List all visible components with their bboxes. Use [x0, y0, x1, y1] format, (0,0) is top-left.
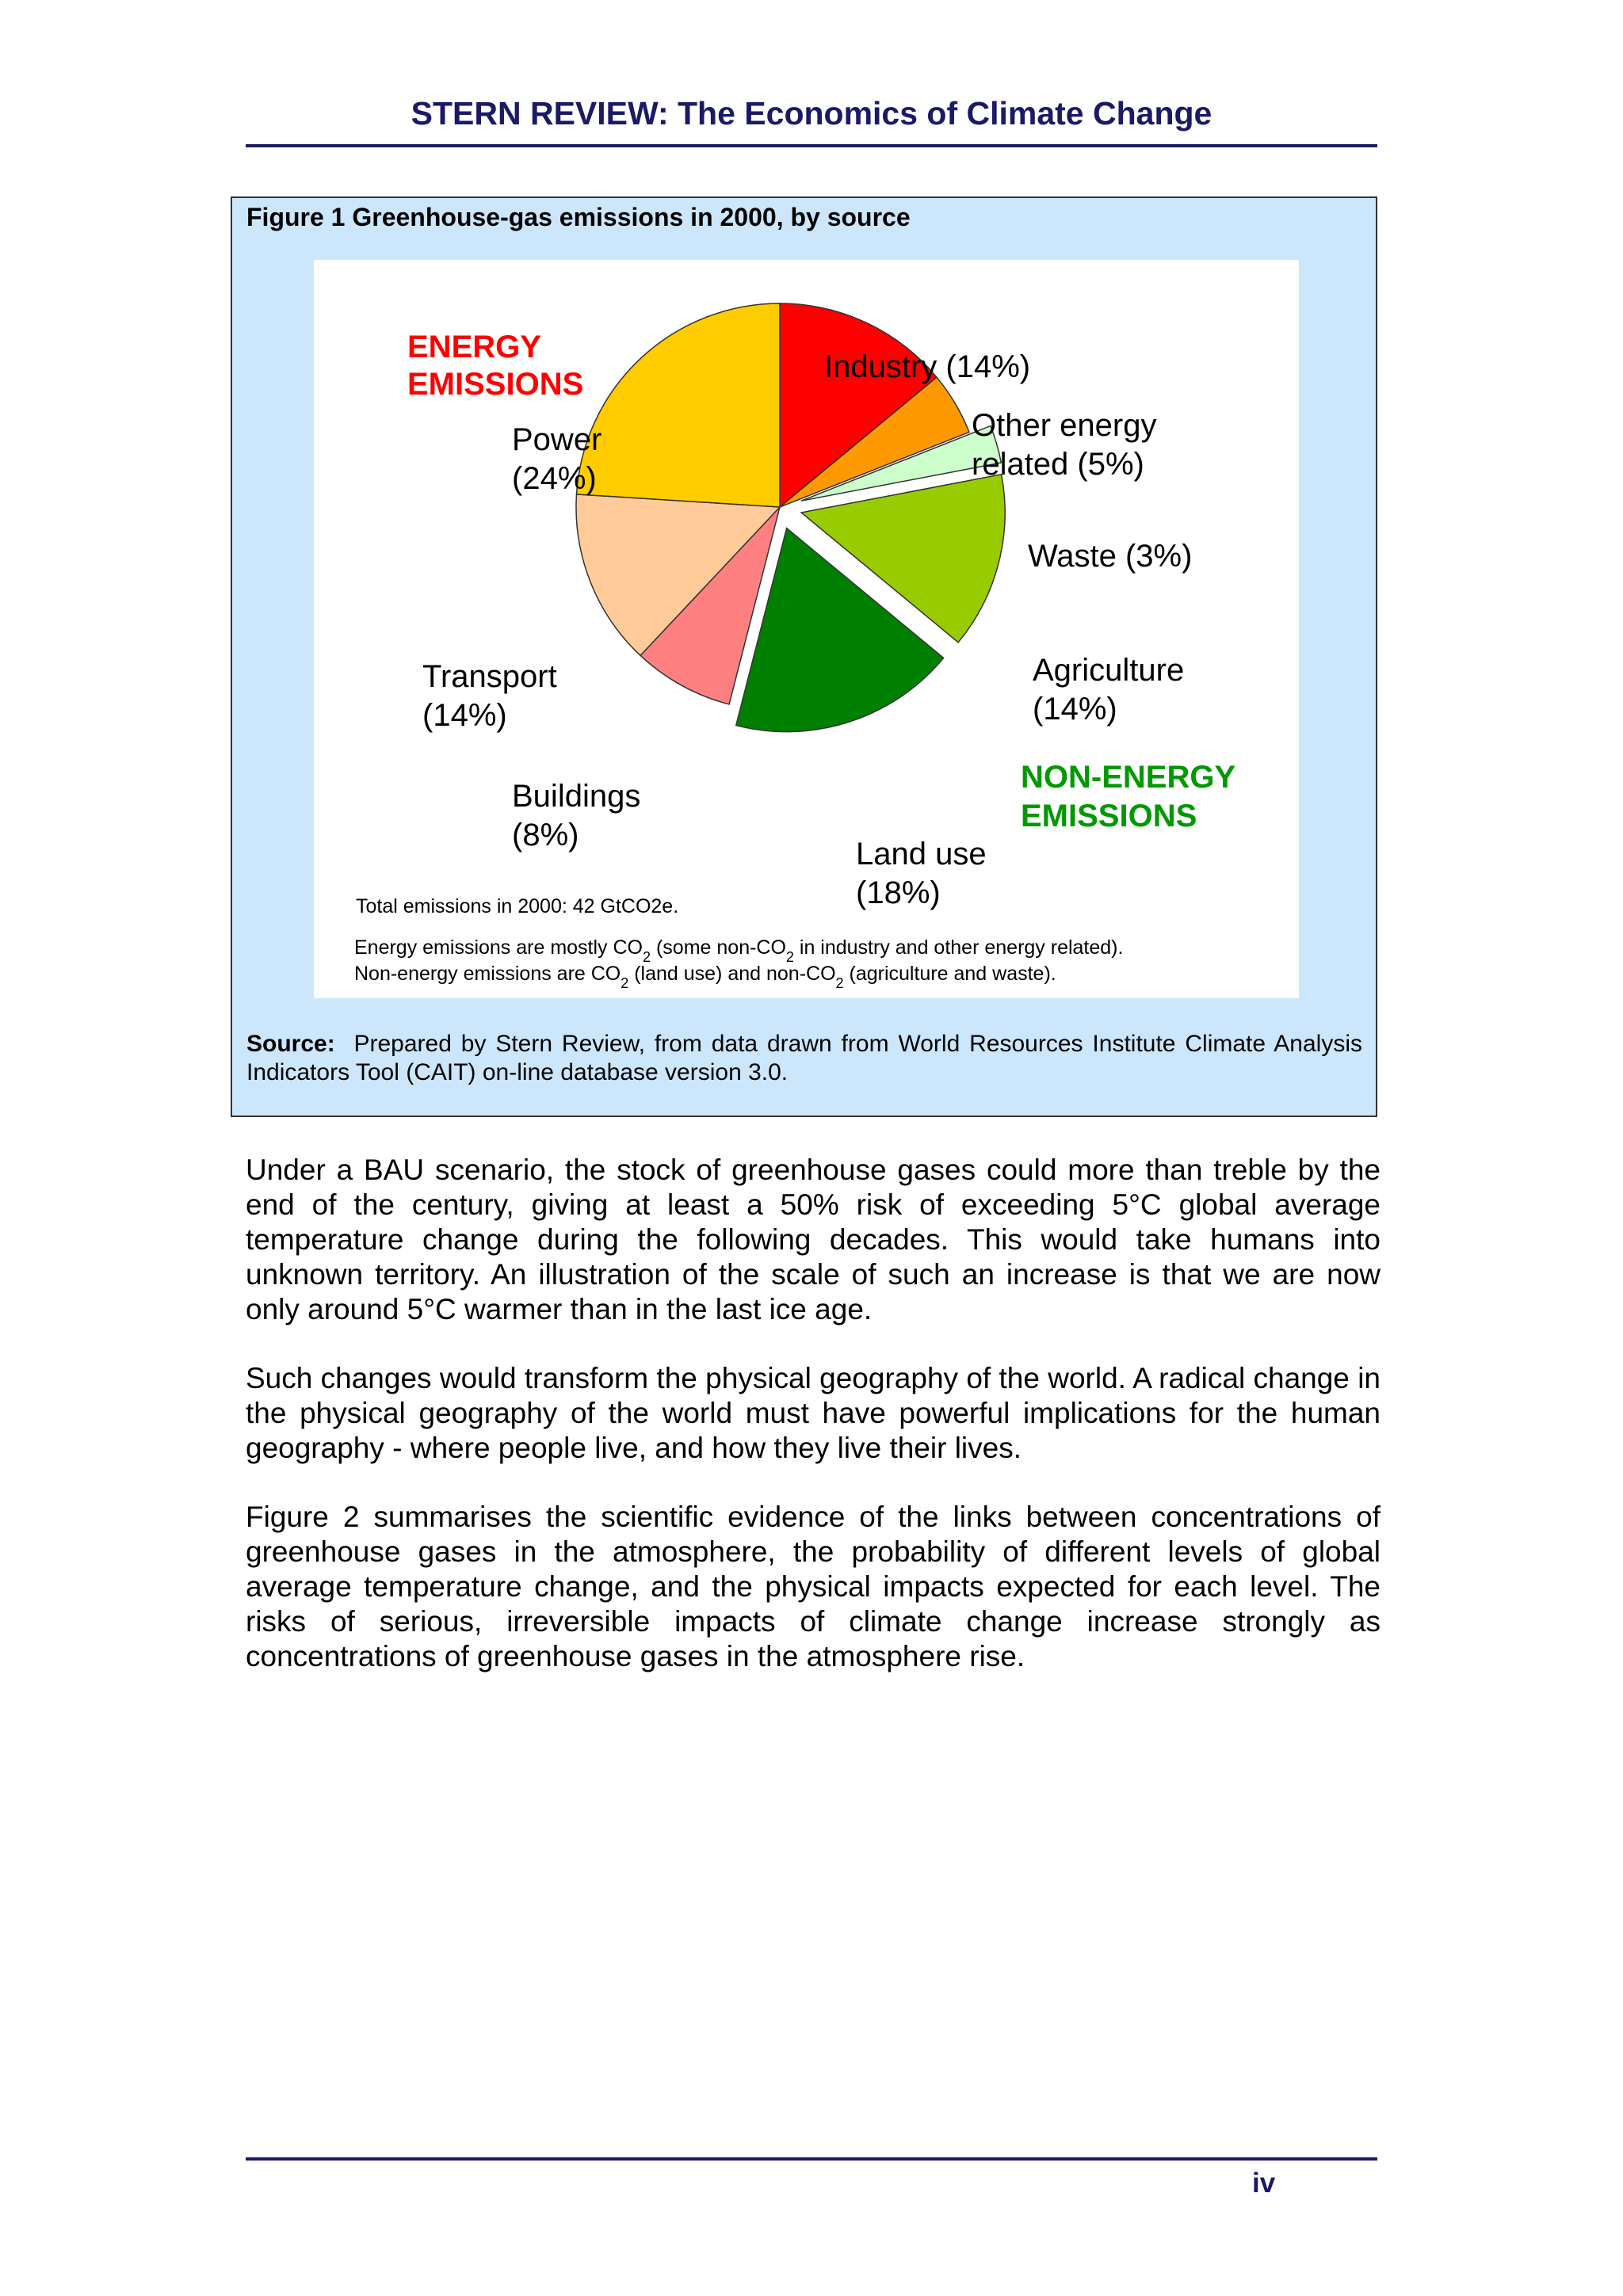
- energy-heading-line1: ENERGY: [407, 330, 541, 364]
- figure-box: [231, 196, 1377, 1117]
- pie-chart: [314, 260, 1299, 998]
- note-line-2: Non-energy emissions are $CO_2$ (land use) and non-$CO_2$ (agriculture and waste).: [354, 963, 1056, 991]
- header-rule: [246, 144, 1377, 147]
- slice-label-buildings-2: (8%): [512, 818, 579, 852]
- slice-label-other-energy-1: Other energy: [972, 408, 1157, 443]
- body-paragraph-1: Under a BAU scenario, the stock of greenhouse gases could more than treble by the end of the century, giving at least a 50% risk of exceeding 5°C global average temperature change during the following decades. This would take humans into unknown territory. An illustration of the scale of such an increase is that we are now only around 5°C warmer than in the last ice age.: [246, 1154, 1381, 1325]
- slice-label-agriculture-2: (14%): [1033, 692, 1117, 727]
- slice-label-land-use-2: (18%): [856, 875, 941, 910]
- energy-heading-line2: EMISSIONS: [407, 367, 584, 402]
- slice-label-industry: Industry (14%): [824, 349, 1031, 384]
- slice-label-transport-2: (14%): [422, 698, 507, 733]
- figure-source: [246, 1030, 1362, 1087]
- slice-label-power-1: Power: [512, 422, 602, 457]
- chart-panel: [314, 260, 1299, 998]
- slice-label-transport-1: Transport: [422, 659, 557, 694]
- slice-label-power-2: (24%): [512, 461, 597, 496]
- slice-label-other-energy-2: related (5%): [972, 447, 1144, 482]
- note-line-1: Energy emissions are mostly $CO_2$ (some non-$CO_2$ in industry and other energy related).: [354, 936, 1124, 965]
- page-number: iv: [1252, 2168, 1276, 2199]
- body-paragraph-2: Such changes would transform the physical geography of the world. A radical change in the physical geography of the world must have powerful implications for the human geography - where people live, and how they live their lives.: [246, 1362, 1381, 1464]
- slice-label-buildings-1: Buildings: [512, 779, 641, 814]
- pie-slice-power: [577, 303, 780, 507]
- slice-label-land-use-1: Land use: [856, 837, 987, 871]
- slice-label-waste: Waste (3%): [1028, 539, 1193, 574]
- slice-label-agriculture-1: Agriculture: [1033, 653, 1185, 688]
- source-label: Source:: [246, 1031, 335, 1057]
- nonenergy-heading-line2: EMISSIONS: [1021, 799, 1197, 833]
- nonenergy-heading-line1: NON-ENERGY: [1021, 760, 1236, 795]
- page-header-title: STERN REVIEW: The Economics of Climate Change: [411, 95, 1212, 132]
- total-emissions-note: Total emissions in 2000: 42 GtCO2e.: [356, 895, 679, 917]
- body-paragraph-3: Figure 2 summarises the scientific evidence of the links between concentrations of greenhouse gases in the atmosphere, the probability of different levels of global average temperature change, and the physical impacts expected for each level. The risks of serious, irreversible impacts of climate change increase strongly as concentrations of greenhouse gases in the atmosphere rise.: [246, 1501, 1381, 1672]
- figure-caption: Figure 1 Greenhouse-gas emissions in 2000, by source: [246, 203, 911, 231]
- source-text: Prepared by Stern Review, from data drawn from World Resources Institute Climate Analysis Indicators Tool (CAIT) on-line database version 3.0.: [246, 1031, 1362, 1085]
- footer-rule: [246, 2157, 1377, 2161]
